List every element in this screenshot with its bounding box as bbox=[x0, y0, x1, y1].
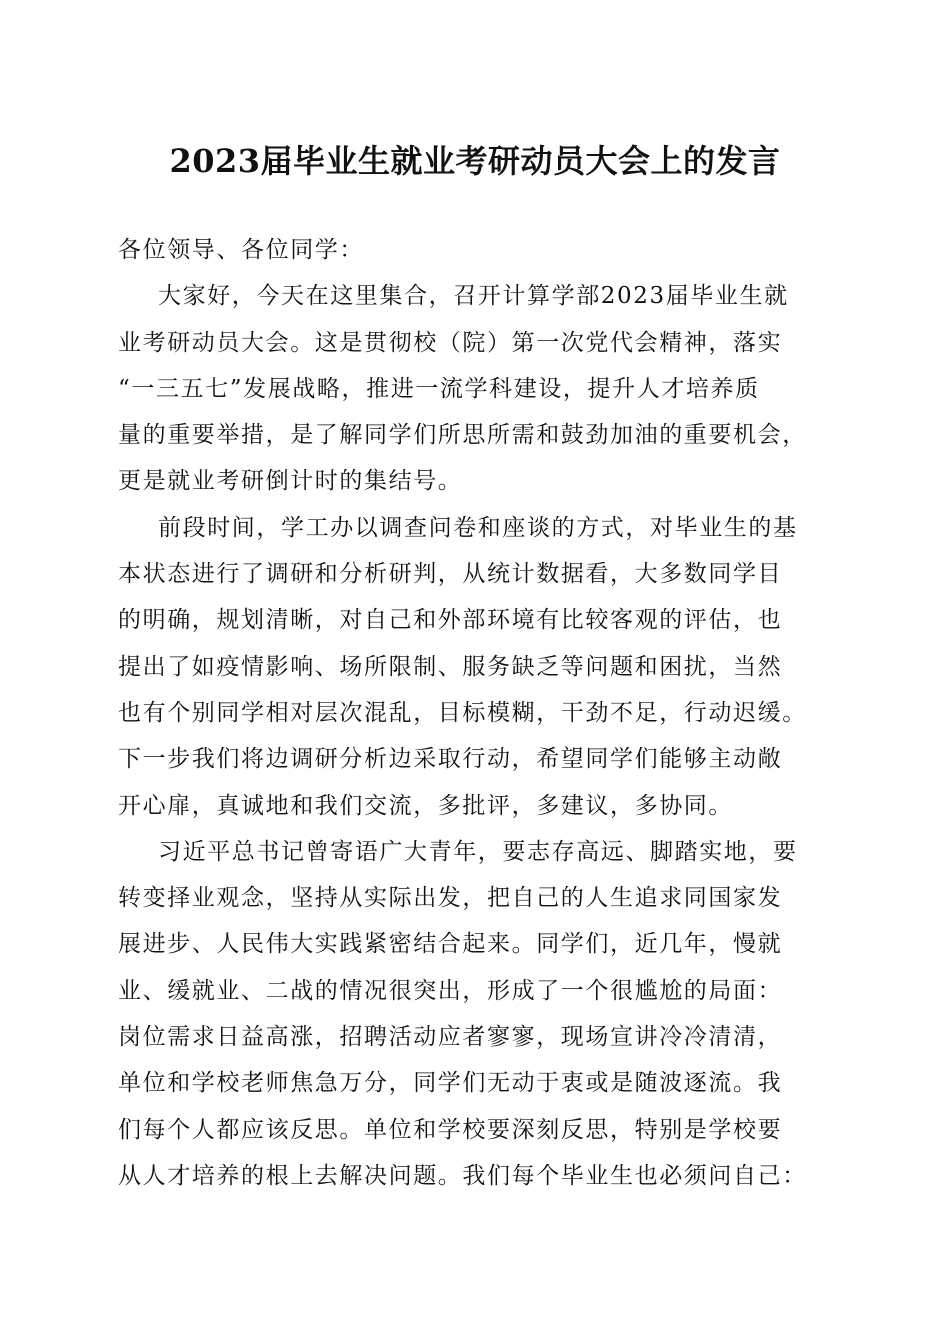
salutation: 各位领导、各位同学： bbox=[118, 237, 364, 263]
paragraph-3-line-6: 单位和学校老师焦急万分，同学们无动于衷或是随波逐流。我 bbox=[118, 1070, 783, 1097]
paragraph-1-line-1: 大家好，今天在这里集合，召开计算学部2023届毕业生就 bbox=[158, 283, 789, 310]
paragraph-2-line-7: 开心扉，真诚地和我们交流，多批评，多建议，多协同。 bbox=[118, 792, 733, 819]
paragraph-3-line-7: 们每个人都应该反思。单位和学校要深刻反思，特别是学校要 bbox=[118, 1116, 783, 1143]
paragraph-1-line-2: 业考研动员大会。这是贯彻校（院）第一次党代会精神，落实 bbox=[118, 329, 783, 356]
paragraph-3-line-1: 习近平总书记曾寄语广大青年，要志存高远、脚踏实地，要 bbox=[158, 838, 798, 865]
paragraph-2-line-4: 提出了如疫情影响、场所限制、服务缺乏等问题和困扰，当然 bbox=[118, 653, 783, 680]
paragraph-2-line-2: 本状态进行了调研和分析研判，从统计数据看，大多数同学目 bbox=[118, 561, 783, 588]
paragraph-2-line-3: 的明确，规划清晰，对自己和外部环境有比较客观的评估，也 bbox=[118, 607, 783, 634]
paragraph-2-line-1: 前段时间，学工办以调查问卷和座谈的方式，对毕业生的基 bbox=[158, 514, 798, 541]
paragraph-2-line-6: 下一步我们将边调研分析边采取行动，希望同学们能够主动敞 bbox=[118, 746, 783, 773]
paragraph-2-line-5: 也有个别同学相对层次混乱，目标模糊，干劲不足，行动迟缓。 bbox=[118, 699, 807, 726]
paragraph-1-line-5: 更是就业考研倒计时的集结号。 bbox=[118, 468, 463, 495]
document-body bbox=[118, 227, 834, 1199]
paragraph-1-line-3: “一三五七”发展战略，推进一流学科建设，提升人才培养质 bbox=[118, 375, 760, 402]
paragraph-3-line-3: 展进步、人民伟大实践紧密结合起来。同学们，近几年，慢就 bbox=[118, 931, 783, 958]
paragraph-1-line-4: 量的重要举措，是了解同学们所思所需和鼓劲加油的重要机会， bbox=[118, 422, 807, 449]
paragraph-3-line-4: 业、缓就业、二战的情况很突出，形成了一个很尴尬的局面： bbox=[118, 977, 783, 1004]
paragraph-3-line-8: 从人才培养的根上去解决问题。我们每个毕业生也必须问自己： bbox=[118, 1162, 807, 1189]
paragraph-3-line-2: 转变择业观念，坚持从实际出发，把自己的人生追求同国家发 bbox=[118, 885, 783, 912]
document-title: 2023届毕业生就业考研动员大会上的发言 bbox=[169, 142, 781, 180]
paragraph-3-line-5: 岗位需求日益高涨，招聘活动应者寥寥，现场宣讲冷冷清清， bbox=[118, 1024, 783, 1051]
